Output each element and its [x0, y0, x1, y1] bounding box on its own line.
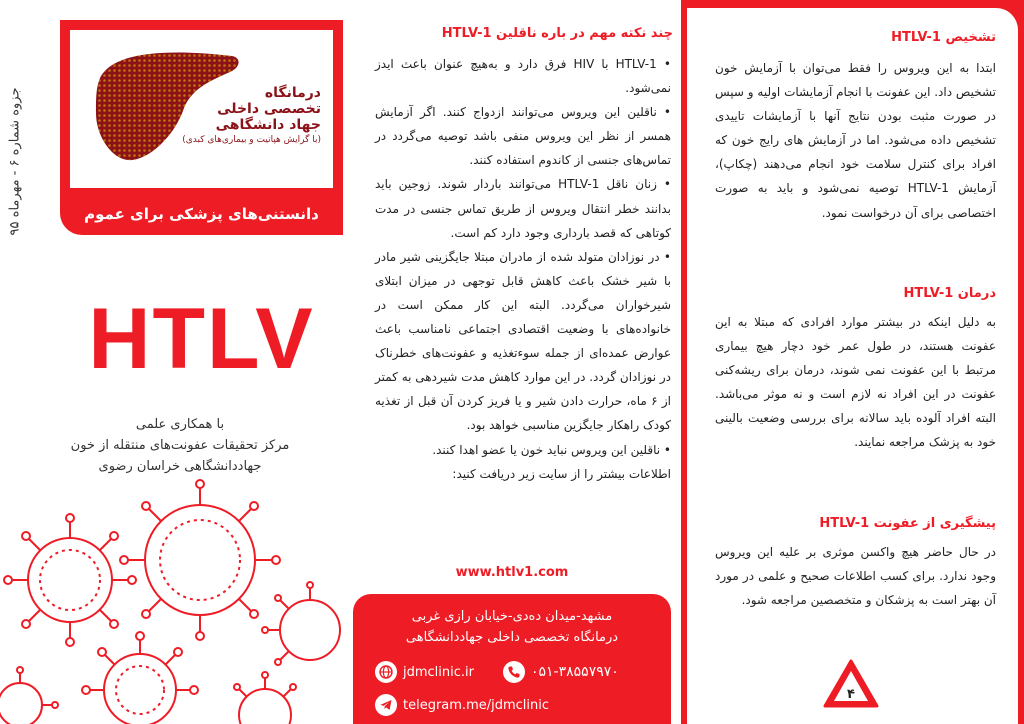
logo-text — [182, 85, 321, 145]
note-item: • ناقلین این ویروس نباید خون یا عضو اهدا کنند. — [432, 442, 671, 457]
carriers-heading: چند نکته مهم در باره ناقلین HTLV-1 — [441, 26, 673, 41]
collab-line-1: مرکز تحقیقات عفونت‌های منتقله از خون — [70, 438, 290, 453]
logo-box — [70, 30, 333, 188]
cover-title: HTLV — [88, 291, 315, 387]
address-block — [343, 606, 681, 648]
note-item: • ناقلین این ویروس می‌توانند ازدواج کنند. اگر آزمایش همسر از نظر این ویروس منفی باشد توصیه می‌گردد در تماس‌های جنسی از کاندوم استفاده کنند. — [375, 105, 671, 168]
virus-icon — [0, 470, 343, 724]
address-line-2: درمانگاه تخصصی داخلی جهاددانشگاهی — [405, 630, 619, 645]
info-card — [687, 8, 1018, 724]
telegram-row[interactable] — [375, 693, 549, 717]
right-panel — [681, 0, 1024, 724]
phone-icon — [503, 661, 525, 683]
warning-triangle-icon — [822, 658, 880, 710]
website-link[interactable]: www.htlv1.com — [455, 565, 569, 580]
treatment-text: به دلیل اینکه در بیشتر موارد افرادی که مبتلا به این عفونت هستند، در طول عمر خود دچار هیچ بیماری مرتبط با این عفونت نمی شوند، درمان برای ریشه‌کنی عفونت در این افراد نه لازم است و نه موثر می‌باشد. البته افراد آلوده باید سالانه برای بررسی وضعیت بالینی خود به پزشک مراجعه نمایند. — [715, 315, 996, 450]
note-item: • زنان ناقل HTLV-1 می‌توانند باردار شوند. زوجین باید بدانند خطر انتقال ویروس از طریق تماس جنسی در مدت کوتاهی که قصد بارداری وجود دارد کم است. — [375, 177, 671, 240]
prevention-heading: پیشگیری از عفونت HTLV-1 — [819, 516, 996, 531]
clinic-site-row[interactable] — [375, 660, 474, 684]
middle-panel — [343, 0, 681, 724]
telegram-icon — [375, 694, 397, 716]
issue-label: جزوه شماره ۶ - مهرماه ۹۵ — [7, 87, 23, 236]
more-info-text: اطلاعات بیشتر را از سایت زیر دریافت کنید: — [452, 466, 671, 481]
globe-icon — [375, 661, 397, 683]
diagnosis-heading: تشخیص HTLV-1 — [891, 30, 996, 45]
logo-line-3: جهاد دانشگاهی — [215, 117, 321, 133]
phone-text: ۰۵۱-۳۸۵۵۷۹۷۰ — [531, 664, 619, 680]
phone-row[interactable] — [503, 660, 619, 684]
note-item: • HTLV-1 با HIV فرق دارد و به‌هیچ عنوان باعث ایدز نمی‌شود. — [375, 57, 671, 96]
cover-panel — [0, 0, 343, 724]
note-item: • در نوزادان متولد شده از مادران مبتلا جایگزینی شیر مادر با شیر خشک باعث کاهش قابل توجهی در میزان ابتلای شیرخواران می‌گردد. البته این کار ممکن است در خانواده‌های با وضعیت اقتصادی اجتماعی نامناسب باعث عوارض عمده‌ای از جمله سوءتغذیه و عفونت‌های خطرناک در نوزادان گردد. در این موارد کاهش مدت شیردهی به کمتر از ۶ ماه، حرارت دادن شیر و یا فریز کردن آن قبل از تغذیه کودک راهکار جایگزین مناسبی خواهد بود. — [375, 249, 671, 433]
prevention-text: در حال حاضر هیچ واکسن موثری بر علیه این ویروس وجود ندارد. برای کسب اطلاعات صحیح و علمی در مورد آن بهتر است به پزشکان و متخصصین مراجعه شود. — [715, 545, 996, 608]
logo-line-2: تخصصی داخلی — [217, 101, 321, 117]
public-label: دانستنی‌های پزشکی برای عموم — [84, 205, 319, 223]
address-line-1: مشهد-میدان ده‌دی-خیابان رازی غربی — [411, 609, 613, 624]
clinic-site-text: jdmclinic.ir — [403, 664, 474, 680]
treatment-heading: درمان HTLV-1 — [903, 286, 996, 301]
carriers-notes — [375, 52, 671, 486]
collab-line-2: جهاددانشگاهی خراسان رضوی — [98, 459, 262, 474]
logo-card — [60, 20, 343, 235]
logo-line-1: درمانگاه — [264, 85, 321, 101]
collab-intro: با همکاری علمی — [135, 417, 225, 432]
page-number: ۴ — [847, 687, 855, 702]
logo-line-4: (با گرایش هپاتیت و بیماری‌های کبدی) — [182, 135, 321, 145]
telegram-text: telegram.me/jdmclinic — [403, 697, 550, 713]
diagnosis-text: ابتدا به این ویروس را فقط می‌توان با آزمایش خون تشخیص داد. این عفونت با انجام آزمایشات اولیه و سپس در صورت مثبت بودن نتایج آنها با آزمایشات تاییدی تشخیص داده می‌شود. اما در آزمایش های رایج خون که افراد برای کنترل سلامت خود انجام می‌دهند (چکاپ)، آزمایش HTLV-1 توصیه نمی‌شود و باید به صورت اختصاصی برای آن درخواست نمود. — [715, 61, 997, 220]
collaboration-block — [40, 414, 320, 477]
